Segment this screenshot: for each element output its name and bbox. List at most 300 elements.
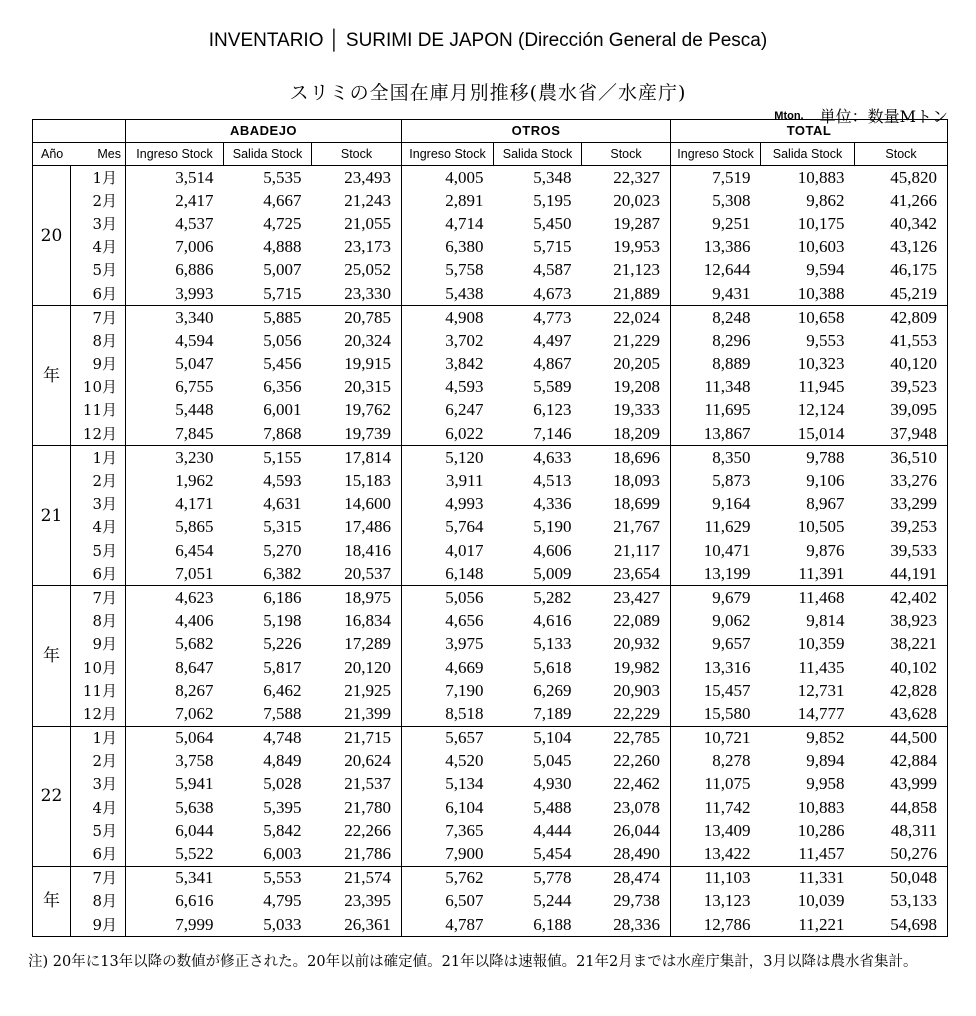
month-cell: 2月 (71, 189, 126, 212)
value-cell: 10,505 (797, 517, 845, 537)
value-cell: 8,889 (712, 354, 751, 374)
value-cell: 50,048 (855, 866, 948, 890)
value-cell: 4,513 (533, 471, 572, 491)
value-cell: 2,891 (445, 190, 484, 210)
value-cell: 20,023 (582, 189, 671, 212)
value-cell: 44,191 (855, 562, 948, 586)
column-header-abadejo-ingreso: Ingreso Stock (126, 143, 224, 166)
value-cell: 19,739 (312, 422, 402, 446)
value-cell: 5,226 (263, 634, 302, 654)
value-cell: 4,616 (533, 611, 572, 631)
value-cell: 21,889 (582, 282, 671, 306)
value-cell: 18,975 (312, 586, 402, 610)
table-row (33, 890, 948, 913)
value-cell: 9,553 (806, 330, 845, 350)
value-cell: 40,102 (855, 656, 948, 679)
value-cell: 5,155 (263, 447, 302, 467)
value-cell: 22,462 (582, 773, 671, 796)
group-header-total: TOTAL (671, 120, 948, 143)
table-row (33, 562, 948, 586)
value-cell: 5,195 (533, 190, 572, 210)
value-cell: 4,336 (533, 494, 572, 514)
value-cell: 12,786 (703, 914, 751, 934)
value-cell: 11,391 (761, 562, 855, 586)
value-cell: 22,089 (582, 610, 671, 633)
value-cell: 8,278 (712, 751, 751, 771)
value-cell: 4,908 (445, 307, 484, 327)
value-cell: 13,199 (671, 562, 761, 586)
month-cell: 10月 (71, 376, 126, 399)
value-cell: 4,773 (533, 307, 572, 327)
value-cell: 18,699 (582, 493, 671, 516)
table-row (33, 586, 948, 610)
value-cell: 4,633 (533, 447, 572, 467)
table-row (33, 539, 948, 562)
value-cell: 6,886 (175, 260, 214, 280)
value-cell: 5,488 (533, 797, 572, 817)
value-cell: 4,667 (263, 190, 302, 210)
value-cell: 6,269 (533, 680, 572, 700)
value-cell: 28,336 (582, 913, 671, 937)
value-cell: 23,395 (312, 890, 402, 913)
value-cell: 5,842 (263, 820, 302, 840)
value-cell: 4,497 (533, 330, 572, 350)
value-cell: 6,356 (263, 377, 302, 397)
year-number-cell: 22 (33, 726, 71, 866)
value-cell: 7,006 (175, 237, 214, 257)
value-cell: 6,022 (402, 422, 494, 446)
column-header-otros-stock: Stock (582, 143, 671, 166)
value-cell: 8,350 (712, 447, 751, 467)
value-cell: 3,702 (445, 330, 484, 350)
value-cell: 39,533 (855, 539, 948, 562)
month-cell: 4月 (71, 516, 126, 539)
value-cell: 20,324 (312, 329, 402, 352)
value-cell: 4,537 (175, 213, 214, 233)
value-cell: 19,982 (582, 656, 671, 679)
table-row (33, 726, 948, 750)
value-cell: 11,075 (704, 774, 751, 794)
value-cell: 19,208 (582, 376, 671, 399)
value-cell: 21,715 (312, 726, 402, 750)
value-cell: 10,039 (797, 891, 845, 911)
column-header-otros-ingreso: Ingreso Stock (402, 143, 494, 166)
value-cell: 11,629 (704, 517, 751, 537)
value-cell: 21,767 (582, 516, 671, 539)
value-cell: 11,468 (798, 587, 845, 607)
month-cell: 3月 (71, 212, 126, 235)
value-cell: 5,778 (533, 868, 572, 888)
value-cell: 9,594 (806, 260, 845, 280)
table-row (33, 236, 948, 259)
value-cell: 54,698 (855, 913, 948, 937)
value-cell: 5,456 (263, 354, 302, 374)
table-row (33, 610, 948, 633)
value-cell: 6,003 (224, 842, 312, 866)
value-cell: 4,520 (445, 751, 484, 771)
month-cell: 4月 (71, 796, 126, 819)
value-cell: 3,230 (175, 447, 214, 467)
page-title: INVENTARIO │ SURIMI DE JAPON (Dirección General de Pesca) (208, 30, 768, 51)
value-cell: 33,299 (855, 493, 948, 516)
month-cell: 8月 (71, 610, 126, 633)
value-cell: 5,438 (402, 282, 494, 306)
table-body (33, 166, 948, 937)
value-cell: 23,330 (312, 282, 402, 306)
value-cell: 28,490 (582, 842, 671, 866)
value-cell: 23,173 (312, 236, 402, 259)
value-cell: 23,654 (582, 562, 671, 586)
group-header-otros: OTROS (402, 120, 671, 143)
value-cell: 41,553 (855, 329, 948, 352)
value-cell: 3,340 (175, 307, 214, 327)
column-header-month: Mes (71, 143, 126, 166)
value-cell: 10,721 (703, 728, 751, 748)
value-cell: 4,017 (445, 540, 484, 560)
value-cell: 5,033 (263, 914, 302, 934)
value-cell: 43,628 (855, 702, 948, 726)
value-cell: 9,894 (806, 751, 845, 771)
value-cell: 15,014 (761, 422, 855, 446)
value-cell: 5,064 (175, 728, 214, 748)
value-cell: 5,133 (533, 634, 572, 654)
value-cell: 5,522 (126, 842, 224, 866)
value-cell: 22,327 (582, 166, 671, 190)
value-cell: 5,190 (533, 517, 572, 537)
value-cell: 7,519 (712, 167, 751, 187)
value-cell: 45,219 (855, 282, 948, 306)
value-cell: 11,945 (798, 377, 845, 397)
value-cell: 5,873 (712, 471, 751, 491)
month-cell: 7月 (71, 586, 126, 610)
value-cell: 19,762 (312, 399, 402, 422)
value-cell: 38,221 (855, 633, 948, 656)
value-cell: 5,244 (533, 891, 572, 911)
value-cell: 5,682 (175, 634, 214, 654)
value-cell: 9,657 (712, 634, 751, 654)
value-cell: 3,514 (175, 167, 214, 187)
value-cell: 11,457 (761, 842, 855, 866)
value-cell: 6,380 (445, 237, 484, 257)
value-cell: 7,062 (126, 702, 224, 726)
month-cell: 11月 (71, 399, 126, 422)
value-cell: 4,725 (263, 213, 302, 233)
value-cell: 7,190 (445, 680, 484, 700)
table-row (33, 866, 948, 890)
value-cell: 14,600 (312, 493, 402, 516)
value-cell: 5,047 (175, 354, 214, 374)
value-cell: 15,457 (703, 680, 751, 700)
value-cell: 19,953 (582, 236, 671, 259)
value-cell: 13,422 (671, 842, 761, 866)
table-row (33, 399, 948, 422)
value-cell: 3,911 (445, 471, 484, 491)
value-cell: 21,243 (312, 189, 402, 212)
value-cell: 3,758 (175, 751, 214, 771)
table-row (33, 212, 948, 235)
value-cell: 4,656 (445, 611, 484, 631)
value-cell: 9,431 (671, 282, 761, 306)
value-cell: 20,537 (312, 562, 402, 586)
value-cell: 5,553 (263, 868, 302, 888)
value-cell: 7,999 (175, 914, 214, 934)
value-cell: 5,454 (494, 842, 582, 866)
inventory-table (32, 119, 948, 937)
value-cell: 5,104 (533, 728, 572, 748)
value-cell: 10,359 (797, 634, 845, 654)
value-cell: 42,884 (855, 750, 948, 773)
value-cell: 21,229 (582, 329, 671, 352)
value-cell: 37,948 (855, 422, 948, 446)
year-number-cell: 20 (33, 166, 71, 306)
value-cell: 4,748 (263, 728, 302, 748)
month-cell: 1月 (71, 446, 126, 470)
value-cell: 22,229 (582, 702, 671, 726)
value-cell: 9,164 (712, 494, 751, 514)
value-cell: 13,386 (703, 237, 751, 257)
value-cell: 3,842 (445, 354, 484, 374)
value-cell: 5,315 (263, 517, 302, 537)
table-row (33, 913, 948, 937)
value-cell: 4,673 (494, 282, 582, 306)
value-cell: 13,316 (703, 657, 751, 677)
month-cell: 5月 (71, 819, 126, 842)
value-cell: 9,251 (712, 213, 751, 233)
value-cell: 8,296 (712, 330, 751, 350)
value-cell: 10,175 (797, 213, 845, 233)
value-cell: 11,348 (704, 377, 751, 397)
column-header-year: Año (33, 143, 71, 166)
unit-small-label: Mton. (774, 110, 804, 122)
value-cell: 5,134 (445, 774, 484, 794)
value-cell: 6,104 (445, 797, 484, 817)
value-cell: 7,845 (126, 422, 224, 446)
value-cell: 9,852 (806, 728, 845, 748)
value-cell: 21,117 (582, 539, 671, 562)
month-cell: 5月 (71, 539, 126, 562)
value-cell: 19,287 (582, 212, 671, 235)
month-cell: 6月 (71, 562, 126, 586)
value-cell: 6,616 (175, 891, 214, 911)
value-cell: 4,593 (445, 377, 484, 397)
value-cell: 28,474 (582, 866, 671, 890)
value-cell: 5,865 (175, 517, 214, 537)
value-cell: 5,450 (533, 213, 572, 233)
value-cell: 6,188 (533, 914, 572, 934)
footnote: 注) 20年に13年以降の数値が修正された。20年以前は確定値。21年以降は速報値。21年2月までは水産庁集計，3月以降は農水省集計。 (28, 954, 918, 970)
value-cell: 21,537 (312, 773, 402, 796)
value-cell: 4,849 (263, 751, 302, 771)
month-cell: 5月 (71, 259, 126, 282)
value-cell: 4,444 (533, 820, 572, 840)
value-cell: 5,762 (445, 868, 484, 888)
value-cell: 38,923 (855, 610, 948, 633)
value-cell: 4,587 (533, 260, 572, 280)
value-cell: 10,286 (797, 820, 845, 840)
month-cell: 4月 (71, 236, 126, 259)
value-cell: 48,311 (855, 819, 948, 842)
value-cell: 6,148 (402, 562, 494, 586)
value-cell: 22,266 (312, 819, 402, 842)
value-cell: 8,647 (175, 657, 214, 677)
value-cell: 43,126 (855, 236, 948, 259)
value-cell: 10,883 (797, 797, 845, 817)
table-row (33, 422, 948, 446)
table-row (33, 376, 948, 399)
value-cell: 42,809 (855, 306, 948, 330)
value-cell: 10,883 (797, 167, 845, 187)
value-cell: 18,209 (582, 422, 671, 446)
value-cell: 22,024 (582, 306, 671, 330)
table-row (33, 189, 948, 212)
month-cell: 3月 (71, 773, 126, 796)
month-cell: 8月 (71, 890, 126, 913)
value-cell: 5,348 (533, 167, 572, 187)
value-cell: 11,742 (704, 797, 751, 817)
value-cell: 21,925 (312, 679, 402, 702)
value-cell: 7,051 (126, 562, 224, 586)
value-cell: 18,696 (582, 446, 671, 470)
value-cell: 20,785 (312, 306, 402, 330)
table-row (33, 353, 948, 376)
value-cell: 4,406 (175, 611, 214, 631)
value-cell: 6,044 (175, 820, 214, 840)
value-cell: 10,388 (761, 282, 855, 306)
table-row (33, 493, 948, 516)
value-cell: 25,052 (312, 259, 402, 282)
month-cell: 1月 (71, 166, 126, 190)
column-header-total-stock: Stock (855, 143, 948, 166)
value-cell: 5,764 (445, 517, 484, 537)
value-cell: 6,454 (175, 540, 214, 560)
value-cell: 39,523 (855, 376, 948, 399)
value-cell: 5,589 (533, 377, 572, 397)
value-cell: 16,834 (312, 610, 402, 633)
value-cell: 4,787 (445, 914, 484, 934)
value-cell: 9,106 (806, 471, 845, 491)
value-cell: 3,993 (126, 282, 224, 306)
value-cell: 8,248 (712, 307, 751, 327)
value-cell: 7,189 (494, 702, 582, 726)
value-cell: 4,888 (263, 237, 302, 257)
value-cell: 5,198 (263, 611, 302, 631)
value-cell: 10,658 (797, 307, 845, 327)
month-cell: 12月 (71, 422, 126, 446)
value-cell: 44,858 (855, 796, 948, 819)
value-cell: 20,932 (582, 633, 671, 656)
value-cell: 9,679 (712, 587, 751, 607)
value-cell: 6,123 (533, 400, 572, 420)
value-cell: 46,175 (855, 259, 948, 282)
table-row (33, 259, 948, 282)
value-cell: 5,007 (263, 260, 302, 280)
value-cell: 14,777 (761, 702, 855, 726)
value-cell: 26,044 (582, 819, 671, 842)
value-cell: 4,930 (533, 774, 572, 794)
value-cell: 4,669 (445, 657, 484, 677)
value-cell: 6,247 (445, 400, 484, 420)
value-cell: 5,282 (533, 587, 572, 607)
value-cell: 21,055 (312, 212, 402, 235)
value-cell: 9,788 (806, 447, 845, 467)
month-cell: 7月 (71, 306, 126, 330)
value-cell: 6,507 (445, 891, 484, 911)
value-cell: 6,001 (263, 400, 302, 420)
month-cell: 8月 (71, 329, 126, 352)
column-header-row (33, 143, 948, 166)
year-suffix-cell: 年 (33, 306, 71, 446)
value-cell: 7,146 (494, 422, 582, 446)
value-cell: 10,471 (703, 540, 751, 560)
value-cell: 4,171 (175, 494, 214, 514)
month-cell: 12月 (71, 702, 126, 726)
value-cell: 10,603 (797, 237, 845, 257)
value-cell: 5,941 (175, 774, 214, 794)
value-cell: 17,289 (312, 633, 402, 656)
value-cell: 23,078 (582, 796, 671, 819)
value-cell: 5,009 (494, 562, 582, 586)
value-cell: 43,999 (855, 773, 948, 796)
value-cell: 5,885 (263, 307, 302, 327)
value-cell: 5,056 (263, 330, 302, 350)
table-subtitle: スリミの全国在庫月別推移(農水省／水産庁) (289, 82, 687, 104)
value-cell: 11,221 (798, 914, 845, 934)
value-cell: 21,780 (312, 796, 402, 819)
value-cell: 4,005 (445, 167, 484, 187)
value-cell: 5,817 (263, 657, 302, 677)
table-row (33, 773, 948, 796)
value-cell: 15,580 (671, 702, 761, 726)
value-cell: 36,510 (855, 446, 948, 470)
value-cell: 4,594 (175, 330, 214, 350)
value-cell: 21,786 (312, 842, 402, 866)
value-cell: 9,876 (806, 540, 845, 560)
value-cell: 12,124 (797, 400, 845, 420)
value-cell: 19,915 (312, 353, 402, 376)
table-row (33, 633, 948, 656)
value-cell: 2,417 (175, 190, 214, 210)
value-cell: 13,867 (671, 422, 761, 446)
column-header-abadejo-stock: Stock (312, 143, 402, 166)
value-cell: 5,270 (263, 540, 302, 560)
month-cell: 3月 (71, 493, 126, 516)
value-cell: 4,593 (263, 471, 302, 491)
value-cell: 5,618 (533, 657, 572, 677)
value-cell: 5,535 (263, 167, 302, 187)
table-row (33, 469, 948, 492)
value-cell: 5,657 (445, 728, 484, 748)
table-row (33, 702, 948, 726)
value-cell: 4,714 (445, 213, 484, 233)
value-cell: 23,427 (582, 586, 671, 610)
value-cell: 6,186 (263, 587, 302, 607)
value-cell: 13,123 (703, 891, 751, 911)
unit-japanese-label: 単位：数量Mトン (819, 107, 948, 126)
value-cell: 1,962 (175, 471, 214, 491)
column-header-total-salida: Salida Stock (761, 143, 855, 166)
value-cell: 9,958 (806, 774, 845, 794)
value-cell: 33,276 (855, 469, 948, 492)
year-suffix-cell: 年 (33, 586, 71, 726)
value-cell: 7,588 (224, 702, 312, 726)
group-header-abadejo: ABADEJO (126, 120, 402, 143)
value-cell: 5,638 (175, 797, 214, 817)
value-cell: 12,731 (797, 680, 845, 700)
value-cell: 17,486 (312, 516, 402, 539)
value-cell: 20,624 (312, 750, 402, 773)
value-cell: 7,365 (445, 820, 484, 840)
value-cell: 18,416 (312, 539, 402, 562)
